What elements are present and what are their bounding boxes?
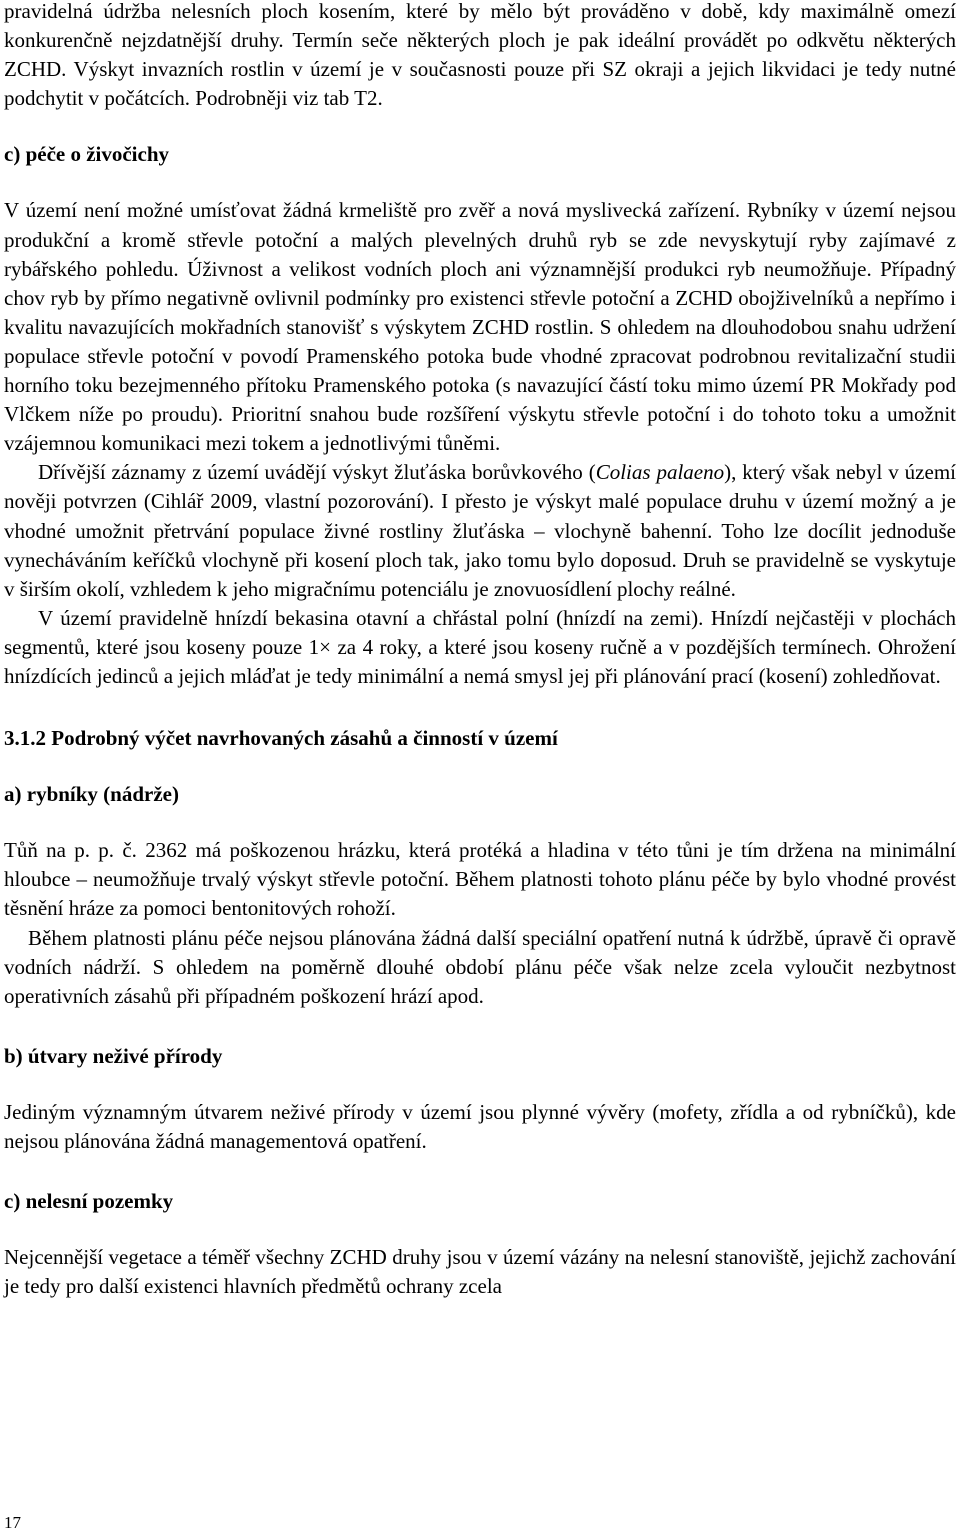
section-a-paragraph-2: Během platnosti plánu péče nejsou plánována žádná další speciální opatření nutná k údržbě, úpravě či opravě vodních nádrží. S ohledem na poměrně dlouhé období plánu péče však nelze zcela vyloučit nezbytnost operativních zásahů při případném poškození hrází apod. [4, 925, 956, 1008]
section-312-heading: 3.1.2 Podrobný výčet navrhovaných zásahů a činností v území [4, 726, 558, 751]
section-a-paragraph-1: Tůň na p. p. č. 2362 má poškozenou hrázku, která protéká a hladina v této tůni je tím držena na minimální hloubce – neumožňuje trvalý výskyt střevle potoční. Během platnosti tohoto plánu péče by bylo vhodné provést těsnění hráze za pomoci bentonitových rohoží. [4, 838, 956, 921]
section-c-paragraph-1: V území není možné umísťovat žádná krmeliště pro zvěř a nová myslivecká zařízení. Rybníky v území nejsou produkční a kromě střevle potoční a malých plevelných druhů ryb se zde nevyskytují ryby zajímavé z rybářského pohledu. Úživnost a velikost vodních ploch ani významnější produkci ryb neumožňuje. Případný chov ryb by přímo negativně ovlivnil podmínky pro existenci střevle potoční a ZCHD obojživelníků a nepřímo i kvalitu navazujících mokřadních stanovišť s výskytem ZCHD rostlin. S ohledem na dlouhodobou snahu udržení populace střevle potoční v povodí Pramenského potoka bude vhodné zpracovat podrobnou revitalizační studii horního toku bezejmenného přítoku Pramenského potoka (s navazující částí toku mimo území PR Mokřady pod Vlčkem níže po proudu). Prioritní snahou bude rozšíření výskytu střevle potoční i do tohoto toku a umožnit vzájemnou komunikaci mezi tokem a jednotlivými tůněmi. [4, 198, 956, 456]
intro-paragraph: pravidelná údržba nelesních ploch kosením, které by mělo být prováděno v době, kdy maximálně omezí konkurenčně nejzdatnější druhy. Termín seče některých ploch je pak ideální provádět po odkvětu některých ZCHD. Výskyt invazních rostlin v území je v současnosti pouze při SZ okraji a jejich likvidaci je tedy nutné podchytit v počátcích. Podrobněji viz tab T2. [4, 0, 956, 111]
section-c2-heading: c) nelesní pozemky [4, 1189, 174, 1214]
section-b-paragraph-1: Jediným významným útvarem neživé přírody v území jsou plynné vývěry (mofety, zřídla a od rybníčků), kde nejsou plánována žádná managementová opatření. [4, 1099, 956, 1153]
section-c-heading: c) péče o živočichy [4, 142, 170, 167]
page-number: 17 [4, 1513, 21, 1532]
paragraph-text: ), který však nebyl v území nověji potvrzen (Cihlář 2009, vlastní pozorování). I přesto je výskyt malé populace druhu v území možný a je vhodné umožnit přetrvání populace živné rostliny žluťáska – vlochyně bahenní. Toho lze docílit jednoduše vynecháváním keříčků vlochyně při kosení ploch tak, jako tomu bylo doposud. Druh se pravidelně se vyskytuje v širším okolí, vzhledem k jeho migračnímu potenciálu je znovuosídlení plochy reálné. [4, 460, 956, 601]
species-name: Colias palaeno [595, 460, 725, 485]
section-c-paragraph-3: V území pravidelně hnízdí bekasina otavní a chřástal polní (hnízdí na zemi). Hnízdí nejčastěji v plochách segmentů, které jsou koseny pouze 1× za 4 roky, a které jsou koseny ručně a v pozdějších termínech. Ohrožení hnízdících jedinců a jejich mláďat je tedy minimální a nemá smysl jej při plánování prací (kosení) zohledňovat. [4, 605, 956, 688]
section-b-heading: b) útvary neživé přírody [4, 1043, 223, 1068]
section-c2-paragraph-1: Nejcennější vegetace a téměř všechny ZCHD druhy jsou v území vázány na nelesní stanoviště, jejichž zachování je tedy pro další existenci hlavních předmětů ochrany zcela [4, 1245, 956, 1299]
section-c-paragraph-2 [4, 458, 956, 603]
section-a-heading: a) rybníky (nádrže) [4, 782, 179, 807]
document-page [4, 0, 956, 1301]
paragraph-text: Dřívější záznamy z území uvádějí výskyt žluťáska borůvkového ( [38, 460, 596, 485]
